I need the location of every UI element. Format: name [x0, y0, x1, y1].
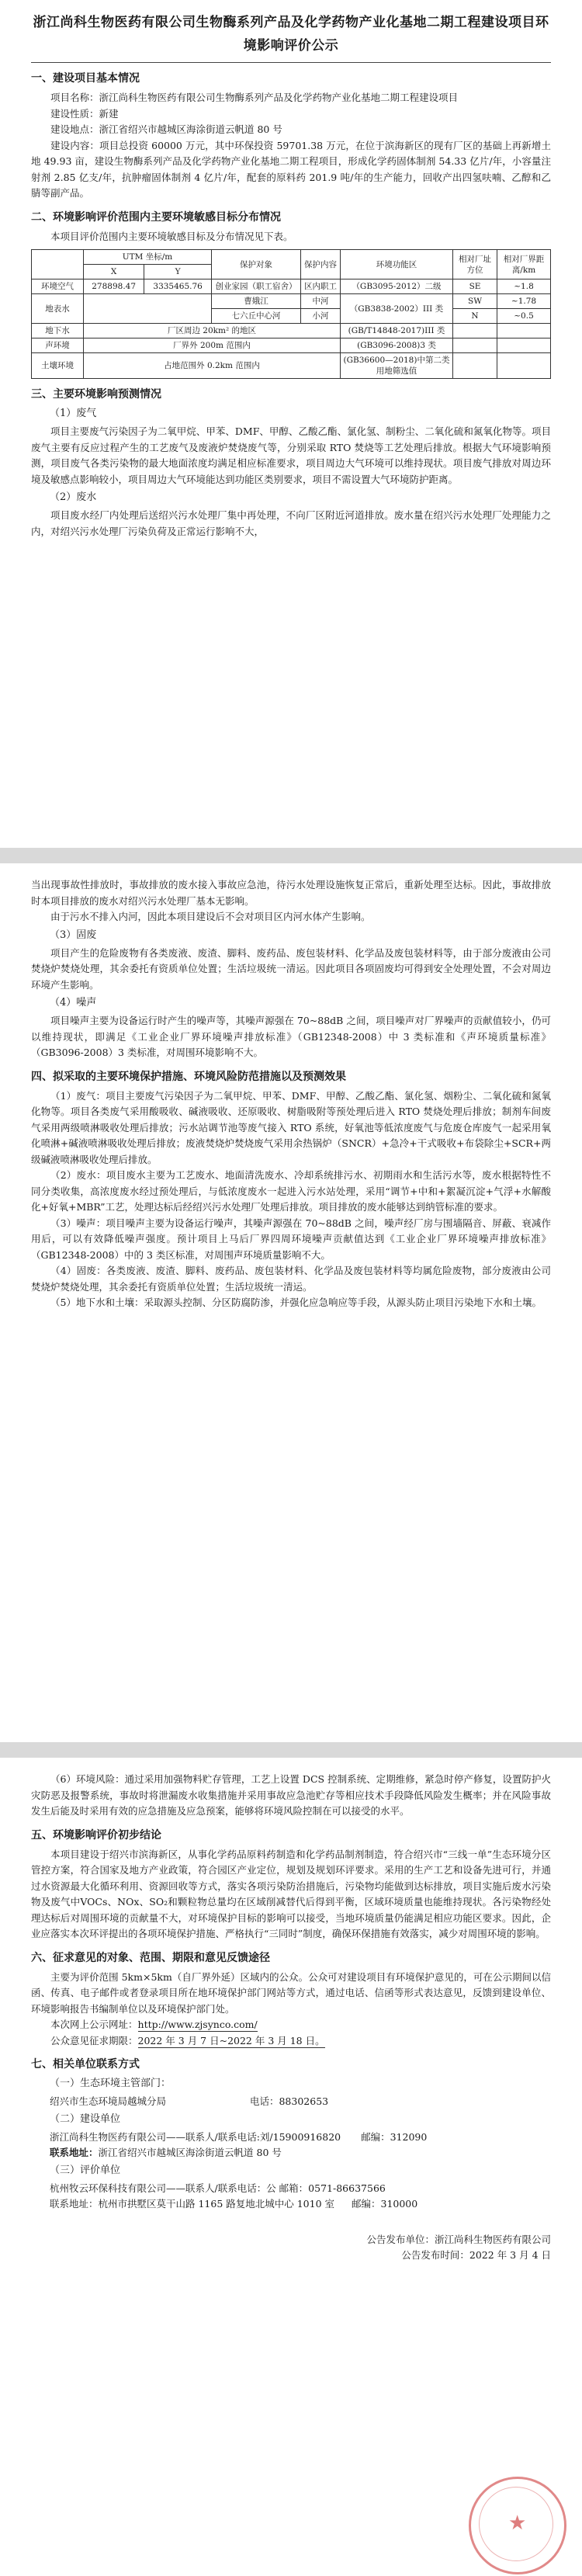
cell-target: 厂区周边 20km² 的地区 — [84, 324, 341, 338]
cell-distance — [497, 324, 551, 338]
builder-address-label: 联系地址： — [50, 2147, 99, 2158]
section-5-heading: 五、环境影响评价初步结论 — [31, 1828, 161, 1842]
solid-subheading: （3）固废 — [50, 929, 97, 941]
measure-gas: （1）废气：项目主要废气污染因子为二氧甲烷、甲苯、DMF、甲醇、乙酸乙酯、氯化氢、烟粉尘、二氧化硫和氮氧化物等。项目各类废气采用酸吸收、碱液吸收、还原吸收、树脂吸附等预处理后进入 RTO 焚烧处理后排放；制剂车间废气采用两级喷淋吸收处理后排放；污水站调节池等废气接入 RTO 系统，好氧池等低浓度废气与危废仓库废气一起采用氧化喷淋+碱液喷淋吸收处理后排放；废液焚烧炉焚烧废气采用余热锅炉（SNCR）+急冷+干式吸收+布袋除尘+SCR+两级碱液喷淋吸收处理后排放。 — [31, 1089, 552, 1165]
table-header-row — [32, 250, 551, 265]
cell-direction — [453, 338, 497, 353]
water-paragraph-end: 当出现事故性排放时，事故排放的废水接入事故应急池，待污水处理设施恢复正常后，重新处理至达标。因此，事故排放时本项目排放的废水对绍兴污水处理厂基本无影响。 — [31, 879, 551, 907]
public-scope: 主要为评价范围 5km×5km（自厂界外延）区域内的公众。公众可对建设项目有环境保护意见的，可在公示期间以信函、传真、电子邮件或者登录项目所在地环境保护部门网站等方式，通过电话、信函等形式表达意见，反馈到建设单位、环境影响报告书编制单位以及环境保护部门处。 — [31, 1970, 551, 2015]
cell-function: （GB3838-2002）III 类 — [341, 294, 453, 324]
cell-function: (GB3096-2008)3 类 — [341, 338, 453, 353]
cell-function: (GB36600—2018)中第二类用地筛选值 — [341, 353, 453, 379]
project-location: 建设地点：浙江省绍兴市越城区海涂街道云帆道 80 号 — [50, 123, 282, 135]
assessor-address: 联系地址：杭州市拱墅区莫干山路 1165 路复地北城中心 1010 室 — [50, 2198, 335, 2210]
builder-address-line — [50, 2145, 551, 2161]
cell-element: 地表水 — [32, 294, 84, 324]
header-content: 保护内容 — [301, 250, 341, 279]
sensitive-targets-table — [31, 249, 551, 379]
conclusion-paragraph: 本项目建设于绍兴市滨海新区，从事化学药品原料药制造和化学药品制剂制造，符合绍兴市“三线一单”生态环境分区管控方案，符合国家及地方产业政策，符合园区产业定位，规划及规划环评要求。采用的生产工艺和设备先进可行，并通过水资源最大化循环利用、资源回收等方式，落实各项污染防治措施后，污染物均能做到达标排放，项目实施后废水污染物及废气中VOCs、NOx、SO₂和颗粒物总量均在区域削减替代后得到平衡，区域环境质量也能维持现状。各污染物经处理达标后对周围环境的贡献量不大，对环境保护目标的影响可以接受，当地环境质量仍能满足相应功能区要求。因此，企业应落实本次环评提出的各项环境保护措施、严格执行“三同时”制度，确保环保措施有效落实，减少对周围环境的影响。 — [31, 1848, 551, 1939]
cell-content: 中河 — [301, 294, 341, 309]
cell-target: 厂界外 200m 范围内 — [84, 338, 341, 353]
project-nature: 建设性质：新建 — [50, 107, 119, 120]
table-row — [32, 294, 551, 309]
measure-ground: （5）地下水和土壤：采取源头控制、分区防腐防渗，并强化应急响应等手段，从源头防止项目污染地下水和土壤。 — [50, 1297, 542, 1308]
cell-element: 声环境 — [32, 338, 84, 353]
header-utm: UTM 坐标/m — [84, 250, 212, 265]
page-1-content — [31, 11, 551, 540]
section-1-heading: 一、建设项目基本情况 — [31, 72, 140, 85]
document-page-3 — [0, 1758, 582, 2576]
section-7-heading: 七、相关单位联系方式 — [31, 2058, 140, 2071]
cell-distance: ~1.78 — [497, 294, 551, 309]
builder-line — [50, 2130, 551, 2145]
section-6-heading: 六、征求意见的对象、范围、期限和意见反馈途径 — [31, 1951, 270, 1964]
page-separator — [0, 1742, 582, 1758]
page-3-content — [31, 1772, 551, 2263]
page-separator — [0, 848, 582, 863]
cell-direction: SE — [453, 279, 497, 294]
seal-star-icon: ★ — [508, 2512, 527, 2535]
cell-x: 278898.47 — [84, 279, 144, 294]
cell-direction: N — [453, 309, 497, 324]
builder-heading: （二）建设单位 — [50, 2113, 121, 2125]
gas-paragraph: 项目主要废气污染因子为二氧甲烷、甲苯、DMF、甲醇、乙酸乙酯、氯化氢、制粉尘、二氧化硫和氮氧化物等。项目废气主要有反应过程产生的工艺废气及废液炉焚烧废气等，分别采取 RTO 焚烧等工艺处理后排放。根据大气环境影响预测，项目废气各类污染物的最大地面浓度均满足相应标准要求，项目周边大气环境可以维持现状。项目废气排放对周边环境及敏感点影响较小，项目周边大气环境能达到功能区类别要求，项目不需设置大气环境防护距离。 — [31, 425, 551, 485]
cell-function: (GB/T14848-2017)III 类 — [341, 324, 453, 338]
builder-address: 浙江省绍兴市越城区海涂街道云帆道 80 号 — [98, 2147, 282, 2158]
measure-water: （2）废水：项目废水主要为工艺废水、地面清洗废水、冷却系统排污水、初期雨水和生活污水等，废水根据特性不同分类收集，高浓度废水经过预处理后，与低浓度废水一起进入污水站处理，采用“调节+中和+絮凝沉淀+气浮+水解酸化+好氧+MBR”工艺，处理达标后经绍兴污水处理厂处理后排放。项目排放的废水能够达到纳管标准的要求。 — [31, 1169, 551, 1213]
cell-distance — [497, 353, 551, 379]
assessor-heading: （三）评价单位 — [50, 2165, 121, 2176]
noise-subheading: （4）噪声 — [50, 997, 97, 1009]
document-title: 浙江尚科生物医药有限公司生物酶系列产品及化学药物产业化基地二期工程建设项目环境影响评价公示 — [33, 15, 549, 54]
period-value: 2022 年 3 月 7 日~2022 年 3 月 18 日。 — [137, 2034, 325, 2047]
project-name: 项目名称：浙江尚科生物医药有限公司生物酶系列产品及化学药物产业化基地二期工程建设项目 — [50, 92, 459, 103]
cell-y: 3335465.76 — [144, 279, 212, 294]
section-2-intro: 本项目评价范围内主要环境敏感目标及分布情况见下表。 — [50, 230, 293, 242]
water-paragraph-2: 由于污水不排入内河，因此本项目建设后不会对项目区内河水体产生影响。 — [50, 911, 371, 922]
builder-postcode: 邮编：312090 — [361, 2131, 428, 2143]
publish-date: 公告发布时间：2022 年 3 月 4 日 — [401, 2249, 551, 2261]
document-page-1 — [0, 0, 582, 848]
cell-function: （GB3095-2012）二级 — [341, 279, 453, 294]
solid-paragraph: 项目产生的危险废物有各类废液、废渣、脚料、废药品、废包装材料、化学品及废包装材料等，由于部分废液由公司焚烧炉焚烧处理，其余委托有资质单位处置；生活垃圾统一清运。因此项目各项固废均可得到安全处理处置，不会对周边环境产生影响。 — [31, 946, 551, 991]
header-direction: 相对厂址方位 — [453, 250, 497, 279]
authority-phone: 电话：88302653 — [249, 2095, 329, 2107]
title-divider — [31, 62, 551, 63]
section-3-heading: 三、主要环境影响预测情况 — [31, 388, 161, 401]
cell-target: 曹娥江 — [212, 294, 301, 309]
water-paragraph-start: 项目废水经厂内处理后送绍兴污水处理厂集中再处理，不向厂区附近河道排放。废水量在绍兴污水处理厂处理能力之内，对绍兴污水处理厂污染负荷及正常运行影响不大， — [31, 509, 551, 537]
cell-content: 区内职工 — [301, 279, 341, 294]
cell-xy — [84, 294, 212, 324]
measure-noise: （3）噪声：项目噪声主要为设备运行噪声，其噪声源强在 70~88dB 之间，噪声经厂房与围墙隔音、屏蔽、衰减作用后，可以有效降低噪声强度。预计项目上马后厂界四周环境噪声贡献值达到《工业企业厂界环境噪声排放标准》（GB12348-2008）中的 3 类区标准，对周围声环境质量影响不大。 — [31, 1217, 551, 1261]
publisher: 公告发布单位：浙江尚科生物医药有限公司 — [366, 2234, 551, 2245]
header-env-element — [32, 250, 84, 279]
assessor-postcode: 邮编：310000 — [352, 2198, 418, 2210]
period-label: 公众意见征求期限： — [50, 2034, 138, 2047]
website-link[interactable]: http://www.zjsynco.com/ — [137, 2019, 258, 2030]
header-y: Y — [144, 265, 212, 279]
header-target: 保护对象 — [212, 250, 301, 279]
cell-distance — [497, 338, 551, 353]
document-page-2 — [0, 863, 582, 1742]
table-row — [32, 353, 551, 379]
assessor-contact: 杭州牧云环保科技有限公司——联系人/联系电话：公 邮箱：0571-86637566 — [50, 2182, 386, 2194]
authority-name: 绍兴市生态环境局越城分局 — [50, 2095, 167, 2107]
header-distance: 相对厂界距离/km — [497, 250, 551, 279]
cell-direction: SW — [453, 294, 497, 309]
section-4-heading: 四、拟采取的主要环境保护措施、环境风险防范措施以及预测效果 — [31, 1070, 346, 1083]
authority-line — [50, 2094, 551, 2109]
section-2-heading: 二、环境影响评价范围内主要环境敏感目标分布情况 — [31, 210, 281, 224]
cell-element: 地下水 — [32, 324, 84, 338]
cell-distance: ~1.8 — [497, 279, 551, 294]
company-seal — [469, 2477, 566, 2574]
cell-content: 小河 — [301, 309, 341, 324]
water-subheading: （2）废水 — [50, 491, 97, 503]
page-2-content — [31, 877, 551, 1311]
header-x: X — [84, 265, 144, 279]
table-row — [32, 324, 551, 338]
authority-heading: （一）生态环境主管部门： — [50, 2078, 171, 2089]
cell-element: 土壤环境 — [32, 353, 84, 379]
website-line — [31, 2017, 551, 2033]
builder-contact: 浙江尚科生物医药有限公司——联系人/联系电话:刘/15900916820 — [50, 2131, 341, 2143]
cell-target: 七六丘中心河 — [212, 309, 301, 324]
measure-risk: （6）环境风险：通过采用加强物料贮存管理，工艺上设置 DCS 控制系统、定期维修，紧急时停产修复，设置防护火灾防恶及报警系统，事故时将泄漏废水收集措施并采用事故应急池贮存等相应技术手段降低风险发生概率；并在风险事故发生后能及时采用有效的应急措施及应急预案，能够将环境风险控制在可以接受的水平。 — [31, 1773, 551, 1817]
measure-solid: （4）固废：各类废液、废渣、脚料、废药品、废包装材料、化学品及废包装材料等均属危险废物，部分废液由公司焚烧炉焚烧处理，其余委托有资质单位处置；生活垃圾统一清运。 — [31, 1265, 551, 1293]
cell-direction — [453, 353, 497, 379]
cell-element: 环境空气 — [32, 279, 84, 294]
assessor-address-line — [50, 2196, 551, 2212]
cell-distance: ~0.5 — [497, 309, 551, 324]
cell-target: 占地范围外 0.2km 范围内 — [84, 353, 341, 379]
table-row — [32, 338, 551, 353]
noise-paragraph: 项目噪声主要为设备运行时产生的噪声等，其噪声源强在 70~88dB 之间，项目噪声对厂界噪声的贡献值较小，仍可以维持现状，即满足《工业企业厂界环境噪声排放标准》（GB12348-2008）中 3 类标准和《声环境质量标准》（GB3096-2008）3 类标准，对周围环境影响不大。 — [31, 1015, 551, 1058]
header-function-zone: 环境功能区 — [341, 250, 453, 279]
period-line — [31, 2033, 551, 2050]
cell-direction — [453, 324, 497, 338]
gas-subheading: （1）废气 — [50, 408, 97, 419]
cell-target: 创业家园（职工宿舍） — [212, 279, 301, 294]
project-content: 建设内容：项目总投资 60000 万元，其中环保投资 59701.38 万元，在位于滨海新区的现有厂区的基础上再新增土地 49.93 亩，建设生物酶系列产品及化学药物产业化基地二期工程项目，形成化学药固体制剂 54.33 亿片/年，小容量注射剂 2.85 亿支/年，抗肿瘤固体制剂 4 亿片/年，配套的原料药 201.9 吨/年的生产能力，回收产出四氢呋喃、乙醇和乙腈等副产品。 — [31, 139, 551, 199]
website-label: 本次网上公示网址： — [50, 2019, 138, 2030]
table-row — [32, 279, 551, 294]
